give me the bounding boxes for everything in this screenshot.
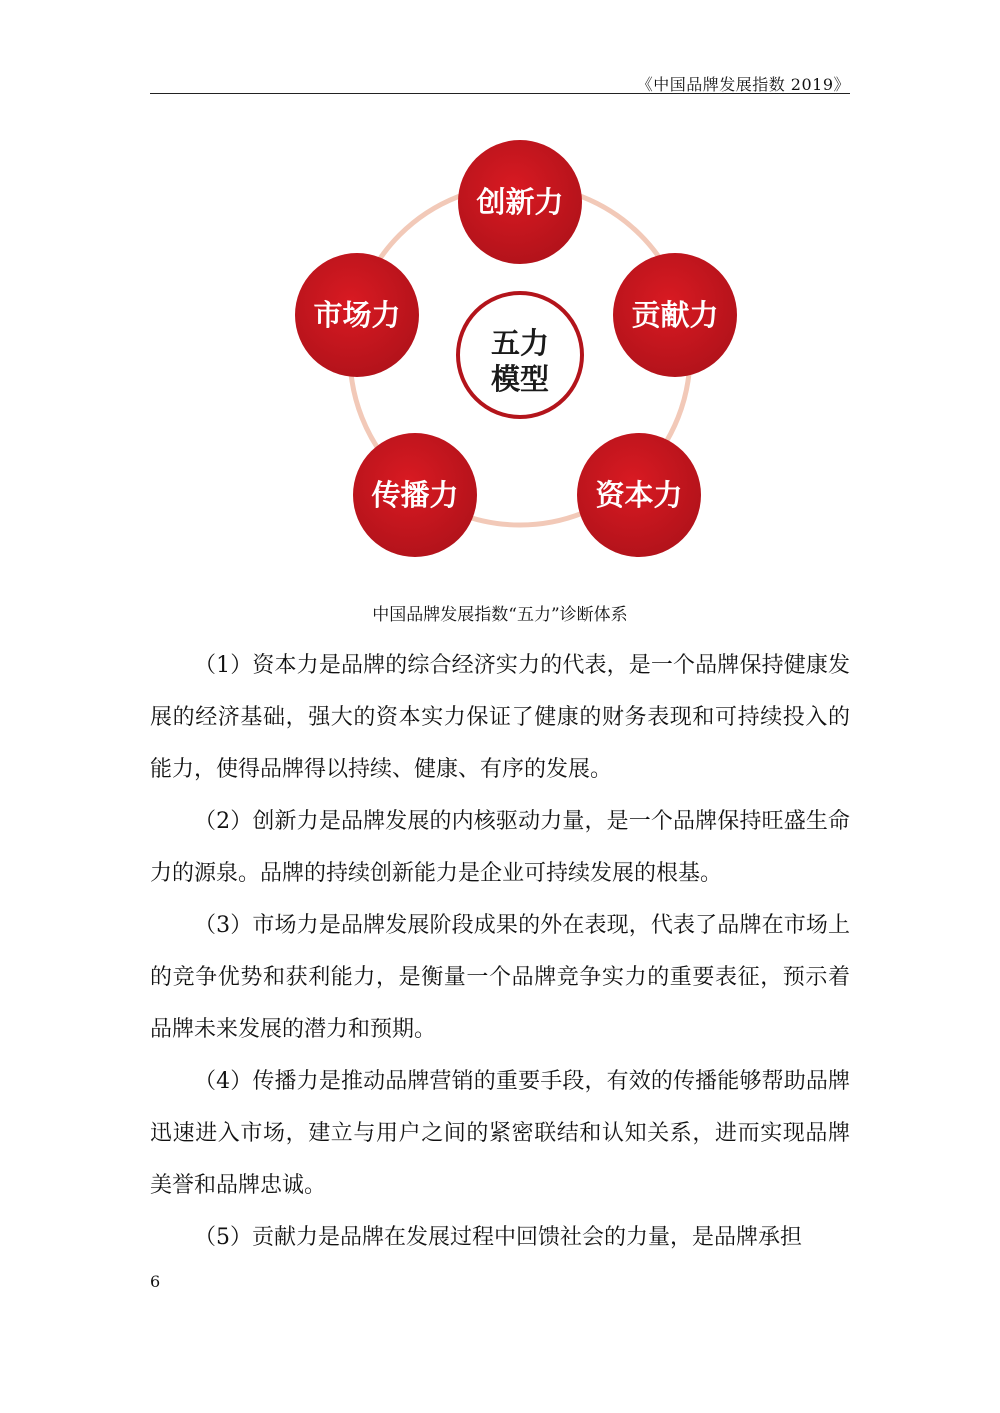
paragraph-innovation: （2）创新力是品牌发展的内核驱动力量，是一个品牌保持旺盛生命力的源泉。品牌的持续创新能力是企业可持续发展的根基。 xyxy=(150,809,850,886)
center-label-line2: 模型 xyxy=(490,362,550,396)
paragraph-capital: （1）资本力是品牌的综合经济实力的代表，是一个品牌保持健康发展的经济基础，强大的资本实力保证了健康的财务表现和可持续投入的能力，使得品牌得以持续、健康、有序的发展。 xyxy=(150,653,850,782)
page-number: 6 xyxy=(150,1272,161,1291)
five-forces-diagram xyxy=(290,130,750,570)
paragraph-market: （3）市场力是品牌发展阶段成果的外在表现，代表了品牌在市场上的竞争优势和获利能力，是衡量一个品牌竞争实力的重要表征，预示着品牌未来发展的潜力和预期。 xyxy=(150,913,850,1042)
body-text xyxy=(150,640,850,1264)
node-label-innovation: 创新力 xyxy=(476,185,564,219)
node-capital xyxy=(577,433,701,557)
node-label-capital: 资本力 xyxy=(595,478,683,512)
figure-caption: 中国品牌发展指数“五力”诊断体系 xyxy=(372,605,628,625)
paragraph-communication: （4）传播力是推动品牌营销的重要手段，有效的传播能够帮助品牌迅速进入市场，建立与用户之间的紧密联结和认知关系，进而实现品牌美誉和品牌忠诚。 xyxy=(150,1069,850,1198)
node-label-market: 市场力 xyxy=(313,298,401,332)
header-rule xyxy=(150,93,850,94)
node-label-contribution: 贡献力 xyxy=(631,298,719,332)
node-innovation xyxy=(458,140,582,264)
node-contribution xyxy=(613,253,737,377)
node-market xyxy=(295,253,419,377)
node-communication xyxy=(353,433,477,557)
node-label-communication: 传播力 xyxy=(371,478,459,512)
center-circle xyxy=(458,293,582,417)
center-label-line1: 五力 xyxy=(490,326,550,360)
paragraph-contribution: （5）贡献力是品牌在发展过程中回馈社会的力量，是品牌承担 xyxy=(194,1225,802,1250)
running-header: 《中国品牌发展指数 2019》 xyxy=(636,75,850,94)
